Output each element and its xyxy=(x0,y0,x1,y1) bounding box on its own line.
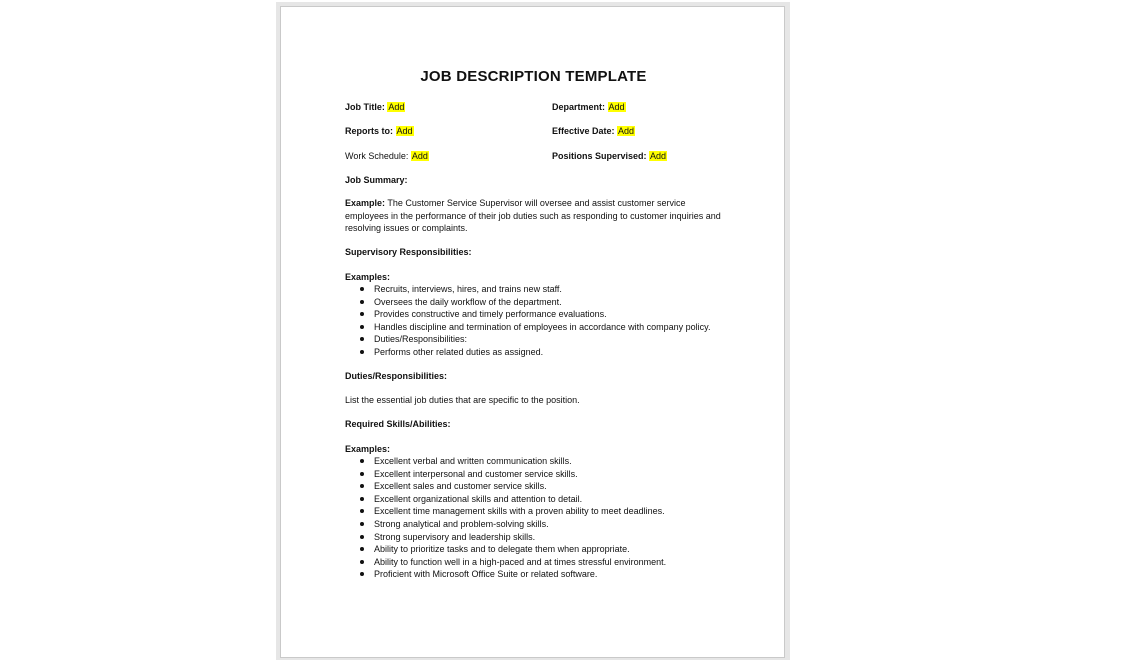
list-item: Proficient with Microsoft Office Suite or related software. xyxy=(345,568,725,581)
bullet-icon xyxy=(360,572,364,576)
list-item: Ability to function well in a high-paced and at times stressful environment. xyxy=(345,556,725,569)
bullet-icon xyxy=(360,300,364,304)
example-label: Example: xyxy=(345,198,386,208)
bullet-icon xyxy=(360,535,364,539)
bullet-icon xyxy=(360,287,364,291)
field-label: Department: xyxy=(552,102,606,112)
skills-list xyxy=(345,455,725,581)
bullet-icon xyxy=(360,497,364,501)
field-department xyxy=(552,102,626,112)
bullet-icon xyxy=(360,547,364,551)
field-positions-supervised xyxy=(552,151,667,161)
bullet-icon xyxy=(360,325,364,329)
bullet-icon xyxy=(360,472,364,476)
list-item: Excellent organizational skills and attention to detail. xyxy=(345,493,725,506)
placeholder-highlight[interactable]: Add xyxy=(608,102,625,112)
placeholder-highlight[interactable]: Add xyxy=(618,126,635,136)
list-item: Handles discipline and termination of employees in accordance with company policy. xyxy=(345,321,725,334)
supervisory-heading: Supervisory Responsibilities: xyxy=(345,247,472,257)
bullet-icon xyxy=(360,509,364,513)
skills-examples-label: Examples: xyxy=(345,444,391,454)
list-item: Excellent verbal and written communication skills. xyxy=(345,455,725,468)
list-item: Ability to prioritize tasks and to delegate them when appropriate. xyxy=(345,543,725,556)
list-item: Performs other related duties as assigned. xyxy=(345,346,725,359)
placeholder-highlight[interactable]: Add xyxy=(650,151,667,161)
list-item: Excellent interpersonal and customer service skills. xyxy=(345,468,725,481)
list-item: Recruits, interviews, hires, and trains new staff. xyxy=(345,283,725,296)
bullet-icon xyxy=(360,522,364,526)
list-item: Strong supervisory and leadership skills. xyxy=(345,531,725,544)
list-item: Provides constructive and timely performance evaluations. xyxy=(345,308,725,321)
bullet-icon xyxy=(360,350,364,354)
field-label: Job Title: xyxy=(345,102,385,112)
field-job-title xyxy=(345,102,405,112)
job-summary-heading: Job Summary: xyxy=(345,175,408,185)
field-label: Positions Supervised: xyxy=(552,151,647,161)
document-page xyxy=(280,6,785,658)
skills-heading: Required Skills/Abilities: xyxy=(345,419,451,429)
list-item: Excellent sales and customer service skills. xyxy=(345,480,725,493)
bullet-icon xyxy=(360,560,364,564)
field-label: Effective Date: xyxy=(552,126,615,136)
list-item: Duties/Responsibilities: xyxy=(345,333,725,346)
bullet-icon xyxy=(360,484,364,488)
document-frame xyxy=(276,2,790,660)
supervisory-list xyxy=(345,283,725,359)
field-reports-to xyxy=(345,126,414,136)
placeholder-highlight[interactable]: Add xyxy=(388,102,405,112)
bullet-icon xyxy=(360,312,364,316)
field-label: Work Schedule: xyxy=(345,151,409,161)
list-item: Strong analytical and problem-solving skills. xyxy=(345,518,725,531)
bullet-icon xyxy=(360,337,364,341)
field-label: Reports to: xyxy=(345,126,393,136)
document-title: JOB DESCRIPTION TEMPLATE xyxy=(420,68,647,85)
bullet-icon xyxy=(360,459,364,463)
supervisory-examples-label: Examples: xyxy=(345,272,391,282)
placeholder-highlight[interactable]: Add xyxy=(411,151,428,161)
field-work-schedule xyxy=(345,151,429,161)
job-summary-example xyxy=(345,197,730,235)
duties-heading: Duties/Responsibilities: xyxy=(345,371,448,381)
field-effective-date xyxy=(552,126,635,136)
list-item: Excellent time management skills with a proven ability to meet deadlines. xyxy=(345,505,725,518)
duties-text: List the essential job duties that are specific to the position. xyxy=(345,395,580,405)
placeholder-highlight[interactable]: Add xyxy=(396,126,413,136)
list-item: Oversees the daily workflow of the department. xyxy=(345,296,725,309)
example-text: The Customer Service Supervisor will oversee and assist customer service employees in the performance of their job duties such as responding to customer inquiries and resolving issues or complaints. xyxy=(345,198,721,233)
